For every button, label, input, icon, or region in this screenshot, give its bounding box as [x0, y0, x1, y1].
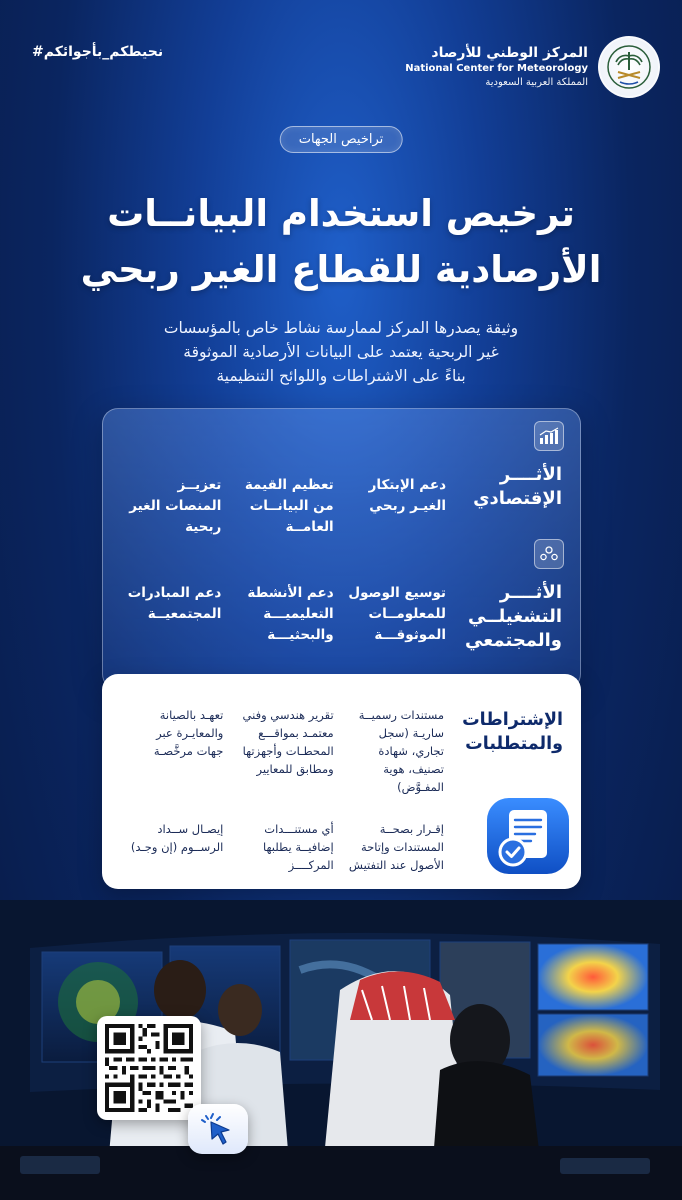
condition-item: إقـرار بصحــة المستندات وإتاحة الأصول عند التفتيش: [348, 822, 444, 872]
description-line-1: وثيقة يصدرها المركز لممارسة نشاط خاص بالمؤسسات: [163, 319, 519, 337]
description-line-2: غير الربحية يعتمد على البيانات الأرصادية الموثوقة: [183, 343, 499, 361]
operational-impact-title: [465, 581, 562, 653]
operational-title-line-3: والمجتمعي: [465, 630, 562, 651]
economic-impact-title: [473, 463, 562, 511]
economic-item: تعظيم القيمة من البيانــات العامــة: [244, 477, 334, 535]
org-text: [405, 44, 588, 90]
economic-impact-head: [450, 421, 562, 511]
condition-item: مستندات رسميــة ساريـة (سجل تجاري، شهادة تصنيف، هوية المفـوَّض): [358, 708, 444, 794]
economic-impact-items: [115, 475, 452, 538]
conditions-title-line-1: الإشتراطات: [462, 710, 563, 730]
document-check-icon: [479, 792, 575, 880]
economic-title-line-1: الأثــــر: [499, 464, 562, 485]
description: [60, 316, 622, 388]
condition-item: أي مستنـــدات إضافيــة يطلبها المركــــز: [262, 822, 334, 872]
conditions-card: [102, 674, 581, 889]
operational-impact-head: [450, 539, 562, 653]
description-line-3: بناءً على الاشتراطات واللوائح التنظيمية: [216, 367, 466, 385]
conditions-title: [443, 708, 563, 756]
impact-panel: [102, 408, 581, 690]
operational-item: دعم الأنشطة التعليميـــة والبحثيـــة: [247, 585, 334, 643]
economic-title-line-2: الإقتصادي: [473, 488, 562, 509]
economic-item: دعم الإبتكار الغيـر ربحي: [368, 477, 446, 514]
org-name-ar: المركز الوطني للأرصاد: [431, 45, 588, 61]
org-brand: [405, 36, 660, 98]
ncm-logo-icon: [598, 36, 660, 98]
operational-item: دعم المبادرات المجتمعيــة: [127, 585, 222, 622]
conditions-title-line-2: والمتطلبات: [465, 734, 563, 754]
title-line-2: الأرصادية للقطاع الغير ربحي: [80, 248, 602, 291]
economic-impact-section: [103, 421, 580, 541]
tap-cursor-icon[interactable]: [188, 1104, 248, 1154]
org-name-en: National Center for Meteorology: [405, 63, 588, 74]
qr-code[interactable]: [97, 1016, 201, 1120]
economic-item: تعزيــز المنصات الغير ربحية: [129, 477, 222, 535]
title-line-1: ترخيص استخدام البيانــات: [107, 192, 575, 235]
operational-impact-items: [115, 583, 452, 646]
condition-item: تعهـد بالصيانة والمعايـرة عبر جهات مرخَّصـة: [153, 708, 224, 758]
condition-item: إيصـال ســداد الرســوم (إن وجـد): [130, 822, 224, 854]
chart-growth-icon: [534, 421, 564, 451]
conditions-list: [120, 706, 451, 874]
hashtag: #نحيطكم_بأجوائكم: [32, 44, 164, 60]
operational-title-line-1: الأثــــر: [499, 582, 562, 603]
operational-item: توسيع الوصول للمعلومــات الموثوقـــة: [348, 585, 446, 643]
condition-item: تقرير هندسي وفني معتمـد بمواقـــع المحطـات وأجهزتها ومطابق للمعايير: [242, 708, 334, 776]
community-icon: [534, 539, 564, 569]
operational-impact-section: [103, 539, 580, 679]
category-pill: تراخيص الجهات: [280, 126, 403, 153]
country-label: المملكة العربية السعودية: [485, 77, 588, 88]
operational-title-line-2: التشغيلــي: [468, 606, 562, 627]
page-title: [0, 186, 682, 298]
